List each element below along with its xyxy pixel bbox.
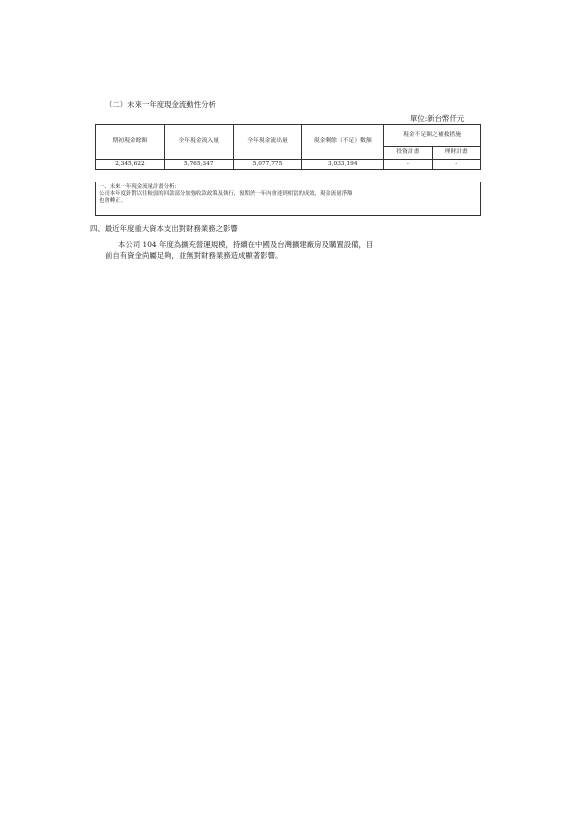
item4-line: 前自有資金尚屬足夠，並無對財務業務造成顯著影響。: [105, 251, 283, 260]
note-line: 也會轉正。: [99, 198, 126, 205]
cell-beginning-balance: 2,345,622: [96, 160, 165, 170]
note-line: 公司本年度針對以往較弱的回款部分加強收款政策及執行，預期於一年內會達到相當的成效，現金流量淨額: [99, 191, 353, 198]
cell-surplus-deficit: 3,033,194: [302, 160, 384, 170]
header-surplus-deficit: 現金剩餘（不足）數額: [302, 125, 384, 160]
section-heading: （二）未來一年度現金流動性分析: [105, 100, 216, 109]
item4-line: 本公司 104 年度為擴充營運規模，持續在中國及台灣擴建廠房及購置設備，目: [118, 240, 374, 249]
cash-flow-note: [95, 182, 481, 216]
header-annual-inflow: 全年現金流入量: [164, 125, 233, 160]
cell-financing-plan: -: [432, 160, 480, 170]
header-remedy-group: 現金不足額之補救措施: [384, 125, 481, 147]
header-investment-plan: 投資計畫: [384, 147, 432, 160]
header-annual-outflow: 全年現金流出量: [233, 125, 302, 160]
header-beginning-balance: 期初現金餘額: [96, 125, 165, 160]
table-row: [96, 160, 481, 170]
item4-heading: 四、最近年度重大資本支出對財務業務之影響: [90, 224, 238, 233]
cash-flow-table: [95, 124, 481, 170]
unit-label: 單位:新台幣仟元: [410, 114, 465, 123]
header-financing-plan: 理財計畫: [432, 147, 480, 160]
cell-annual-outflow: 5,077,775: [233, 160, 302, 170]
cell-annual-inflow: 5,765,347: [164, 160, 233, 170]
cell-investment-plan: -: [384, 160, 432, 170]
note-line: 一、未來一年現金流量計畫分析:: [99, 184, 177, 190]
